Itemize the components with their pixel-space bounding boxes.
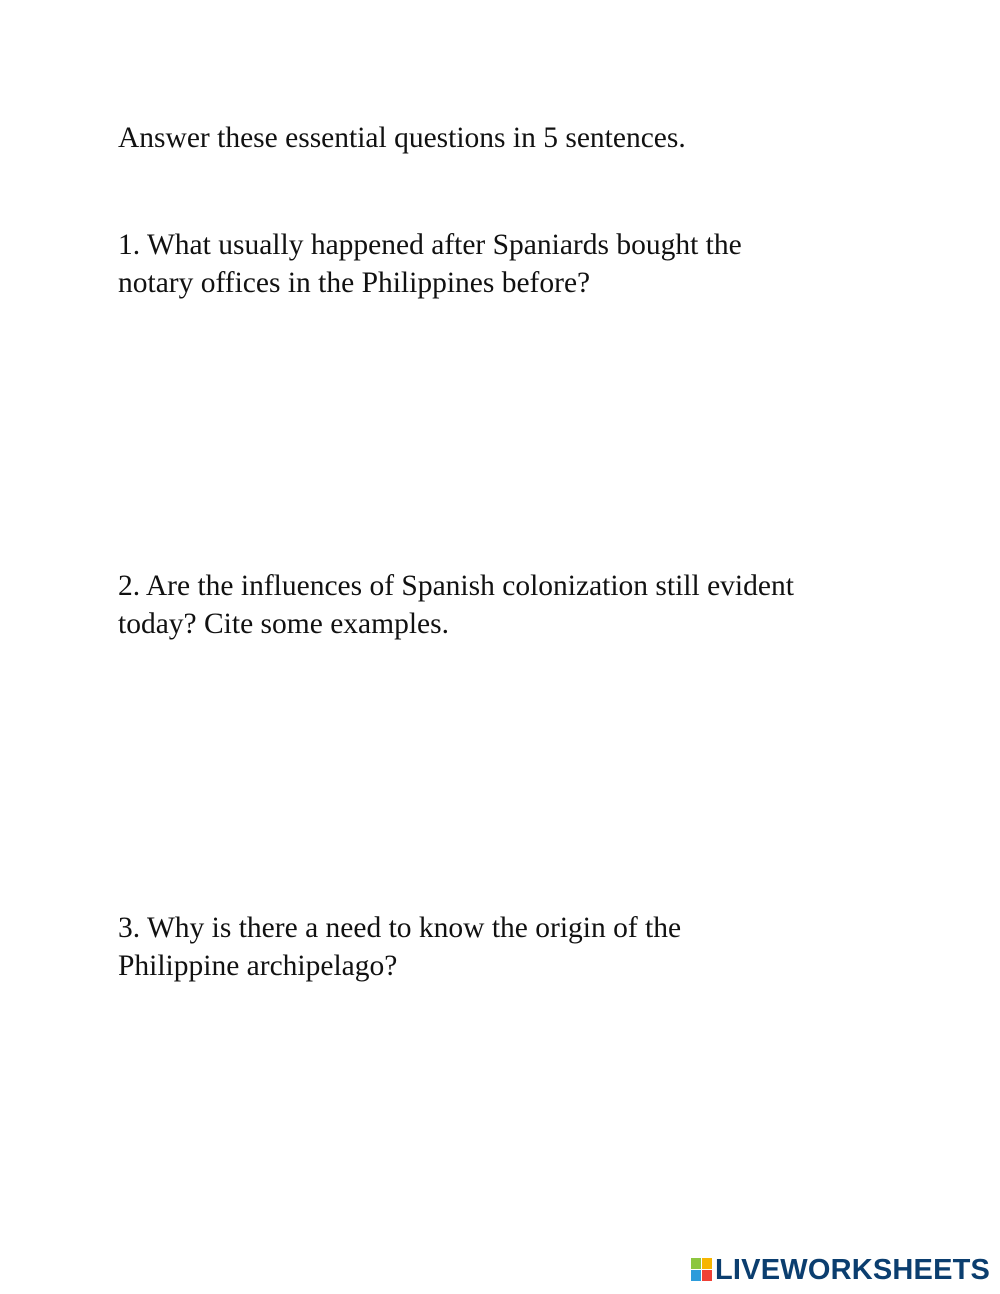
answer-area-2[interactable]: [118, 652, 878, 892]
question-1-line-1: 1. What usually happened after Spaniards bought the: [118, 229, 742, 261]
instructions-text: Answer these essential questions in 5 sentences.: [118, 122, 686, 154]
question-3-line-2: Philippine archipelago?: [118, 950, 398, 982]
brand-name: LIVEWORKSHEETS: [715, 1254, 991, 1286]
answer-area-1[interactable]: [118, 310, 878, 550]
liveworksheets-logo-icon: [691, 1258, 713, 1282]
question-2-line-2: today? Cite some examples.: [118, 608, 449, 640]
liveworksheets-brand: [691, 1254, 990, 1286]
question-1-line-2: notary offices in the Philippines before?: [118, 267, 591, 299]
question-3-line-1: 3. Why is there a need to know the origin of the: [118, 912, 682, 944]
answer-area-3[interactable]: [118, 994, 878, 1224]
question-2-line-1: 2. Are the influences of Spanish colonization still evident: [118, 570, 794, 602]
